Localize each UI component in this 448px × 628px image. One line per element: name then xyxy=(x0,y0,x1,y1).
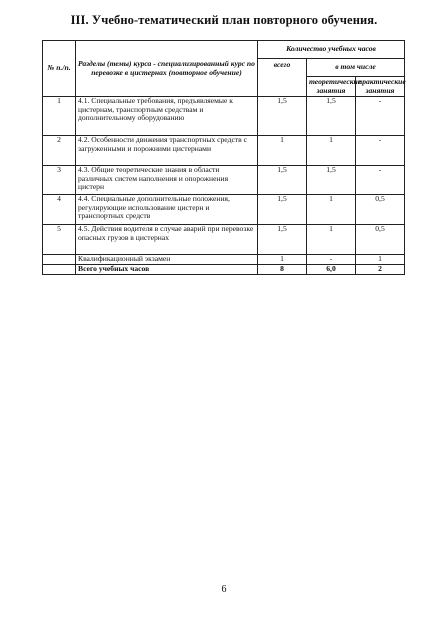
row-number: 5 xyxy=(43,225,76,255)
row-total: 1,5 xyxy=(258,166,307,195)
row-theory: 1 xyxy=(307,195,356,225)
table-row xyxy=(43,97,405,136)
total-theory: 6,0 xyxy=(307,265,356,275)
header-section: Разделы (темы) курса - специализированный курс по перевозке в цистернах (повторное обучение) xyxy=(76,41,258,97)
row-total: 1,5 xyxy=(258,225,307,255)
exam-theory: - xyxy=(307,255,356,265)
row-number: 4 xyxy=(43,195,76,225)
row-practice: 0,5 xyxy=(356,195,405,225)
total-row xyxy=(43,265,405,275)
row-number-empty xyxy=(43,255,76,265)
row-theory: 1,5 xyxy=(307,97,356,136)
exam-practice: 1 xyxy=(356,255,405,265)
row-practice: 0,5 xyxy=(356,225,405,255)
row-practice: - xyxy=(356,97,405,136)
total-label: Всего учебных часов xyxy=(76,265,258,275)
row-total: 1,5 xyxy=(258,195,307,225)
row-theory: 1 xyxy=(307,225,356,255)
row-total: 1,5 xyxy=(258,97,307,136)
row-practice: - xyxy=(356,136,405,166)
header-theory: теоретические занятия xyxy=(307,77,356,97)
total-practice: 2 xyxy=(356,265,405,275)
row-number: 1 xyxy=(43,97,76,136)
row-number-empty xyxy=(43,265,76,275)
row-number: 2 xyxy=(43,136,76,166)
row-topic: 4.5. Действия водителя в случае аварий при перевозке опасных грузов в цистернах xyxy=(76,225,258,255)
row-theory: 1,5 xyxy=(307,166,356,195)
header-practice: практические занятия xyxy=(356,77,405,97)
row-theory: 1 xyxy=(307,136,356,166)
curriculum-table xyxy=(42,40,405,275)
table-row xyxy=(43,166,405,195)
header-including: в том числе xyxy=(307,59,405,77)
row-topic: 4.1. Специальные требования, предъявляемые к цистернам, транспортным средствам и дополнительному оборудованию xyxy=(76,97,258,136)
row-topic: 4.3. Общие теоретические знания в области различных систем наполнения и опорожнения цистерн xyxy=(76,166,258,195)
page-title: III. Учебно-тематический план повторного обучения. xyxy=(70,13,378,27)
total-hours: 8 xyxy=(258,265,307,275)
table-row xyxy=(43,136,405,166)
exam-total: 1 xyxy=(258,255,307,265)
exam-row xyxy=(43,255,405,265)
row-number: 3 xyxy=(43,166,76,195)
header-total: всего xyxy=(258,59,307,97)
row-topic: 4.4. Специальные дополнительные положения, регулирующие использование цистерн и транспортных средств xyxy=(76,195,258,225)
exam-label: Квалификационный экзамен xyxy=(76,255,258,265)
table-header-row xyxy=(43,41,405,59)
page-number: 6 xyxy=(221,584,227,595)
table-row xyxy=(43,225,405,255)
row-topic: 4.2. Особенности движения транспортных средств с загруженными и порожними цистернами xyxy=(76,136,258,166)
row-practice: - xyxy=(356,166,405,195)
header-hours: Количество учебных часов xyxy=(258,41,405,59)
header-number: № п./п. xyxy=(43,41,76,97)
row-total: 1 xyxy=(258,136,307,166)
table-row xyxy=(43,195,405,225)
